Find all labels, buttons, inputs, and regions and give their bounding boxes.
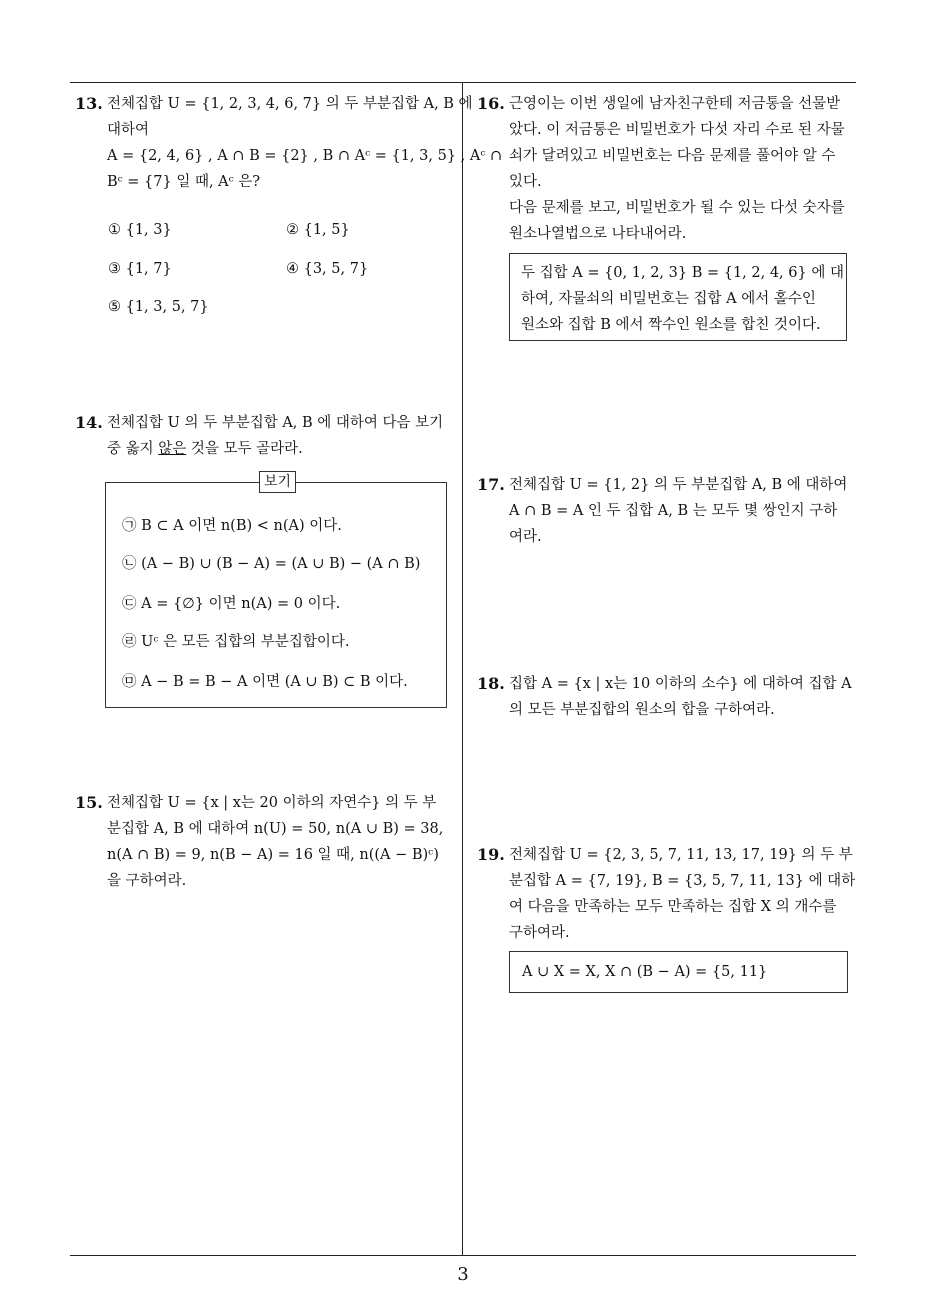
question-18 xyxy=(477,671,862,723)
question-text-line: 근영이는 이번 생일에 남자친구한테 저금통을 선물받 xyxy=(509,96,841,112)
question-text-line: 을 구하여라. xyxy=(107,873,187,889)
question-text-line: 전체집합 U 의 두 부분집합 A, B 에 대하여 다음 보기 xyxy=(107,415,444,431)
question-number: 14. xyxy=(75,413,103,432)
question-text-line: 았다. 이 저금통은 비밀번호가 다섯 자리 수로 된 자물 xyxy=(509,122,845,138)
question-16 xyxy=(477,91,862,247)
question-text-line: 분집합 A = {7, 19}, B = {3, 5, 7, 11, 13} 에 대하 xyxy=(509,873,856,889)
choice-3[interactable]: ③ {1, 7} xyxy=(108,261,172,277)
question-text-line: 다음 문제를 보고, 비밀번호가 될 수 있는 다섯 숫자를 xyxy=(509,200,845,216)
question-number: 18. xyxy=(477,674,505,693)
question-text-line: 집합 A = {x | x는 10 이하의 소수} 에 대하여 집합 A xyxy=(509,676,852,692)
box-text-line: 원소와 집합 B 에서 짝수인 원소를 합친 것이다. xyxy=(521,317,821,333)
question-number: 16. xyxy=(477,94,505,113)
question-text-line: 전체집합 U = {1, 2, 3, 4, 6, 7} 의 두 부분집합 A, B 에 xyxy=(107,96,473,112)
question-text-line: 여 다음을 만족하는 모두 만족하는 집합 X 의 개수를 xyxy=(509,899,837,915)
question-text-line: A ∩ B = A 인 두 집합 A, B 는 모두 몇 쌍인지 구하 xyxy=(509,503,838,519)
question-text-line: 전체집합 U = {x | x는 20 이하의 자연수} 의 두 부 xyxy=(107,795,437,811)
text-segment: 것을 모두 골라라. xyxy=(186,441,303,457)
column-divider xyxy=(462,82,463,1255)
text-segment: 중 옳지 xyxy=(107,441,159,457)
question-15 xyxy=(75,790,460,894)
choice-1[interactable]: ① {1, 3} xyxy=(108,222,172,238)
box-text-line: 두 집합 A = {0, 1, 2, 3} B = {1, 2, 4, 6} 에 대 xyxy=(521,265,844,281)
question-text-line xyxy=(107,436,460,462)
question-text-line: 있다. xyxy=(509,174,542,190)
bogi-item: ㉤ A − B = B − A 이면 (A ∪ B) ⊂ B 이다. xyxy=(122,674,408,690)
bogi-item: ㉡ (A − B) ∪ (B − A) = (A ∪ B) − (A ∩ B) xyxy=(122,556,421,572)
choice-5[interactable]: ⑤ {1, 3, 5, 7} xyxy=(108,299,209,315)
choice-2[interactable]: ② {1, 5} xyxy=(286,222,350,238)
question-number: 19. xyxy=(477,845,505,864)
box-text-line: 하여, 자물쇠의 비밀번호는 집합 A 에서 홀수인 xyxy=(521,291,816,307)
choice-4[interactable]: ④ {3, 5, 7} xyxy=(286,261,369,277)
question-text-line: Bᶜ = {7} 일 때, Aᶜ 은? xyxy=(107,174,261,190)
question-number: 15. xyxy=(75,793,103,812)
question-text-line: 원소나열법으로 나타내어라. xyxy=(509,226,687,242)
question-text-line: 전체집합 U = {1, 2} 의 두 부분집합 A, B 에 대하여 xyxy=(509,477,848,493)
page-number: 3 xyxy=(457,1264,469,1285)
bogi-box xyxy=(105,474,447,708)
question-text-line: 분집합 A, B 에 대하여 n(U) = 50, n(A ∪ B) = 38, xyxy=(107,821,444,837)
q19-condition-box xyxy=(509,951,848,993)
question-text-line: 구하여라. xyxy=(509,925,570,941)
question-text-line: 대하여 xyxy=(107,122,150,138)
question-text-line: 쇠가 달려있고 비밀번호는 다음 문제를 풀어야 알 수 xyxy=(509,148,836,164)
q16-condition-box xyxy=(509,253,847,341)
box-text-line: A ∪ X = X, X ∩ (B − A) = {5, 11} xyxy=(522,964,768,980)
bogi-item: ㉢ A = {∅} 이면 n(A) = 0 이다. xyxy=(122,596,341,612)
question-19 xyxy=(477,842,862,946)
top-rule xyxy=(70,82,856,83)
question-text-line: 의 모든 부분집합의 원소의 합을 구하여라. xyxy=(509,702,775,718)
question-17 xyxy=(477,472,862,550)
question-number: 13. xyxy=(75,94,103,113)
bogi-item: ㉠ B ⊂ A 이면 n(B) < n(A) 이다. xyxy=(122,518,342,534)
question-14 xyxy=(75,410,460,462)
question-text-line: n(A ∩ B) = 9, n(B − A) = 16 일 때, n((A − B)ᶜ) xyxy=(107,847,439,863)
question-number: 17. xyxy=(477,475,505,494)
question-text-line: 전체집합 U = {2, 3, 5, 7, 11, 13, 17, 19} 의 두 부 xyxy=(509,847,853,863)
question-text-line: A = {2, 4, 6} , A ∩ B = {2} , B ∩ Aᶜ = {1, 3, 5} , Aᶜ ∩ xyxy=(107,148,503,164)
bogi-label: 보기 xyxy=(259,471,296,493)
question-text-line: 여라. xyxy=(509,529,542,545)
emphasis-underline: 않은 xyxy=(158,441,187,457)
bottom-rule xyxy=(70,1255,856,1256)
bogi-item: ㉣ Uᶜ 은 모든 집합의 부분집합이다. xyxy=(122,634,350,650)
